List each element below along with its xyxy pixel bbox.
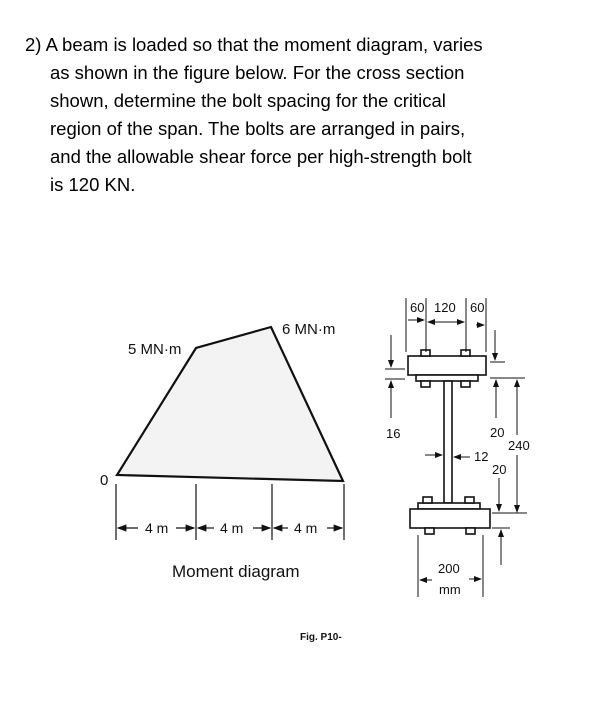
bolt-nut	[425, 528, 434, 534]
span-label-1: 4 m	[145, 520, 169, 536]
origin-label: 0	[100, 472, 109, 489]
bottom-plate	[410, 509, 490, 528]
moment-label-5: 5 MN·m	[128, 341, 182, 358]
span-label-2: 4 m	[220, 520, 244, 536]
dim-240: 240	[508, 438, 530, 453]
dim-unit: mm	[439, 582, 461, 597]
dimension-labels	[386, 300, 530, 597]
problem-line-4: region of the span. The bolts are arranged in pairs,	[50, 118, 466, 139]
bolt-head	[423, 497, 432, 503]
dim-200: 200	[438, 561, 460, 576]
web	[444, 381, 452, 503]
problem-line-2: as shown in the figure below. For the cross section	[50, 62, 465, 83]
dim-20-top: 20	[490, 425, 505, 440]
dim-16: 16	[386, 426, 401, 441]
problem-line-1: 2) A beam is loaded so that the moment diagram, varies	[25, 34, 483, 55]
problem-line-6: is 120 KN.	[50, 174, 136, 195]
moment-diagram	[100, 321, 344, 643]
dim-60-right: 60	[470, 300, 485, 315]
span-label-3: 4 m	[294, 520, 318, 536]
moment-diagram-caption: Moment diagram	[172, 562, 300, 581]
bolt-nut	[461, 381, 470, 387]
problem-line-3: shown, determine the bolt spacing for the critical	[50, 90, 446, 111]
dim-60-left: 60	[410, 300, 425, 315]
dimension-lines	[385, 298, 527, 597]
bottom-angles	[418, 503, 480, 509]
bolt-head	[465, 497, 474, 503]
moment-label-6: 6 MN·m	[282, 321, 336, 338]
bolt-nut	[421, 381, 430, 387]
figure-caption-cut: Fig. P10-	[300, 632, 342, 643]
dim-12: 12	[474, 449, 489, 464]
dim-120: 120	[434, 300, 456, 315]
problem-line-5: and the allowable shear force per high-strength bolt	[50, 146, 472, 167]
top-plate	[408, 356, 486, 375]
dim-20-bottom: 20	[492, 462, 507, 477]
cross-section	[408, 350, 490, 534]
top-angles	[416, 375, 478, 381]
bolt-nut	[466, 528, 475, 534]
